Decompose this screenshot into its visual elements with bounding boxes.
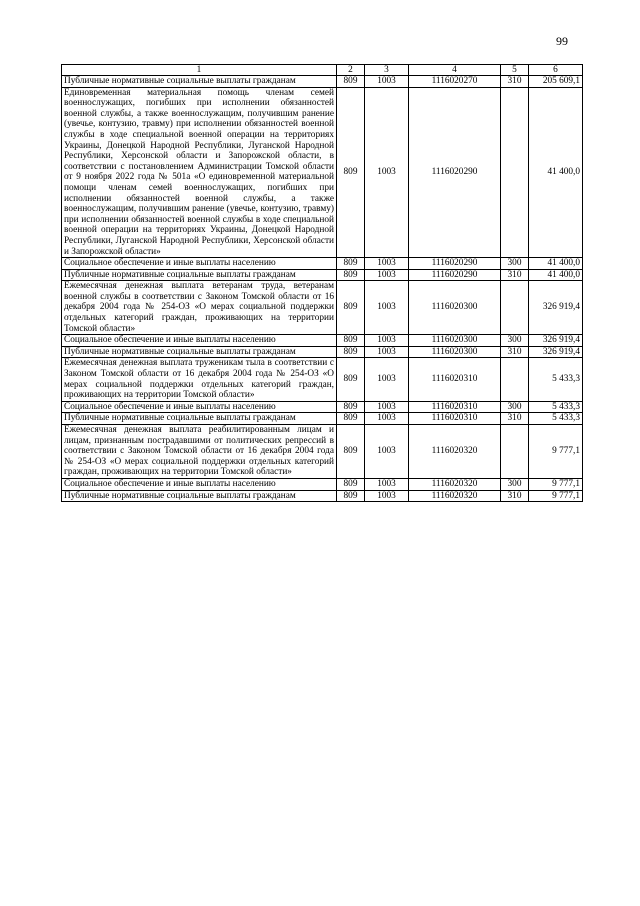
row-description: Единовременная материальная помощь членам семей военнослужащих, погибших при исполнении обязанностей военной службы, а также военнослужащим, получившим ранение (увечье, контузию, травму) при исполнении обязанностей военной службы в ходе специальной военной операции на территориях Украины, Донецкой Народной Республики, Луганской Народной Республики, Херсонской области и Запорожской области, в соответствии с постановлением Администрации Томской области от 9 ноября 2022 года № 501а «О единовременной материальной помощи членам семей военнослужащих, погибших при исполнении обязанностей военной службы, а также военнослужащим, получившим ранение (увечье, контузию, травму) при исполнении обязанностей военной службы в ходе специальной военной операции на территориях Украины, Донецкой Народной Республики, Луганской Народной Республики, Херсонской области и Запорожской области»	[62, 87, 337, 258]
row-expense-type: 310	[501, 269, 529, 281]
row-ministry-code: 809	[337, 478, 365, 490]
row-amount: 41 400,0	[529, 87, 583, 258]
row-target-article: 1116020300	[409, 335, 501, 347]
row-section-code: 1003	[365, 269, 409, 281]
row-target-article: 1116020300	[409, 281, 501, 335]
row-target-article: 1116020320	[409, 425, 501, 479]
row-ministry-code: 809	[337, 358, 365, 401]
row-section-code: 1003	[365, 425, 409, 479]
row-description: Ежемесячная денежная выплата реабилитированным лицам и лицам, признанным пострадавшими от политических репрессий в соответствии с Законом Томской области от 16 декабря 2004 года № 254-ОЗ «О мерах социальной поддержки отдельных категорий граждан, проживающих на территории Томской области»	[62, 425, 337, 479]
row-section-code: 1003	[365, 358, 409, 401]
row-target-article: 1116020290	[409, 269, 501, 281]
row-amount: 9 777,1	[529, 490, 583, 502]
row-ministry-code: 809	[337, 258, 365, 270]
row-expense-type: 300	[501, 478, 529, 490]
row-expense-type	[501, 425, 529, 479]
row-ministry-code: 809	[337, 335, 365, 347]
table-row	[62, 478, 583, 490]
row-expense-type: 300	[501, 258, 529, 270]
table-row	[62, 358, 583, 401]
row-target-article: 1116020290	[409, 258, 501, 270]
row-expense-type: 310	[501, 490, 529, 502]
row-target-article: 1116020320	[409, 490, 501, 502]
row-target-article: 1116020290	[409, 87, 501, 258]
row-description: Публичные нормативные социальные выплаты гражданам	[62, 490, 337, 502]
table-row	[62, 401, 583, 413]
row-expense-type: 310	[501, 76, 529, 88]
row-amount: 5 433,3	[529, 401, 583, 413]
row-description: Социальное обеспечение и иные выплаты населению	[62, 478, 337, 490]
row-expense-type	[501, 281, 529, 335]
row-section-code: 1003	[365, 478, 409, 490]
table-row	[62, 490, 583, 502]
row-amount: 5 433,3	[529, 413, 583, 425]
row-description: Публичные нормативные социальные выплаты гражданам	[62, 269, 337, 281]
table-header-row	[62, 65, 583, 76]
table-row	[62, 258, 583, 270]
table-row	[62, 269, 583, 281]
row-target-article: 1116020320	[409, 478, 501, 490]
row-expense-type	[501, 87, 529, 258]
row-amount: 41 400,0	[529, 269, 583, 281]
row-amount: 9 777,1	[529, 425, 583, 479]
row-target-article: 1116020300	[409, 346, 501, 358]
row-amount: 326 919,4	[529, 281, 583, 335]
row-ministry-code: 809	[337, 425, 365, 479]
row-section-code: 1003	[365, 258, 409, 270]
row-target-article: 1116020270	[409, 76, 501, 88]
row-section-code: 1003	[365, 281, 409, 335]
row-amount: 5 433,3	[529, 358, 583, 401]
column-header: 1	[62, 65, 337, 76]
row-section-code: 1003	[365, 76, 409, 88]
table-row	[62, 87, 583, 258]
table-row	[62, 413, 583, 425]
budget-table	[61, 64, 583, 502]
row-description: Социальное обеспечение и иные выплаты населению	[62, 258, 337, 270]
row-section-code: 1003	[365, 490, 409, 502]
row-description: Ежемесячная денежная выплата труженикам тыла в соответствии с Законом Томской области от 16 декабря 2004 года № 254-ОЗ «О мерах социальной поддержки отдельных категорий граждан, проживающих на территории Томской области»	[62, 358, 337, 401]
table-row	[62, 425, 583, 479]
row-expense-type: 300	[501, 335, 529, 347]
row-expense-type: 310	[501, 346, 529, 358]
row-target-article: 1116020310	[409, 401, 501, 413]
row-amount: 205 609,1	[529, 76, 583, 88]
row-target-article: 1116020310	[409, 413, 501, 425]
row-ministry-code: 809	[337, 87, 365, 258]
column-header: 6	[529, 65, 583, 76]
row-expense-type: 310	[501, 413, 529, 425]
row-target-article: 1116020310	[409, 358, 501, 401]
row-amount: 41 400,0	[529, 258, 583, 270]
row-section-code: 1003	[365, 346, 409, 358]
column-header: 5	[501, 65, 529, 76]
row-section-code: 1003	[365, 413, 409, 425]
row-description: Социальное обеспечение и иные выплаты населению	[62, 335, 337, 347]
row-amount: 326 919,4	[529, 346, 583, 358]
row-amount: 326 919,4	[529, 335, 583, 347]
row-section-code: 1003	[365, 401, 409, 413]
page-number: 99	[556, 34, 568, 48]
row-ministry-code: 809	[337, 346, 365, 358]
row-description: Ежемесячная денежная выплата ветеранам труда, ветеранам военной службы в соответствии с Законом Томской области от 16 декабря 2004 года № 254-ОЗ «О мерах социальной поддержки отдельных категорий граждан, проживающих на территории Томской области»	[62, 281, 337, 335]
row-section-code: 1003	[365, 335, 409, 347]
column-header: 3	[365, 65, 409, 76]
row-ministry-code: 809	[337, 281, 365, 335]
column-header: 4	[409, 65, 501, 76]
row-description: Публичные нормативные социальные выплаты гражданам	[62, 76, 337, 88]
column-header: 2	[337, 65, 365, 76]
row-ministry-code: 809	[337, 76, 365, 88]
table-row	[62, 281, 583, 335]
row-ministry-code: 809	[337, 490, 365, 502]
row-ministry-code: 809	[337, 401, 365, 413]
table-row	[62, 346, 583, 358]
row-ministry-code: 809	[337, 269, 365, 281]
table-row	[62, 335, 583, 347]
row-expense-type	[501, 358, 529, 401]
row-description: Социальное обеспечение и иные выплаты населению	[62, 401, 337, 413]
row-ministry-code: 809	[337, 413, 365, 425]
row-expense-type: 300	[501, 401, 529, 413]
row-amount: 9 777,1	[529, 478, 583, 490]
row-description: Публичные нормативные социальные выплаты гражданам	[62, 413, 337, 425]
table-row	[62, 76, 583, 88]
row-description: Публичные нормативные социальные выплаты гражданам	[62, 346, 337, 358]
row-section-code: 1003	[365, 87, 409, 258]
